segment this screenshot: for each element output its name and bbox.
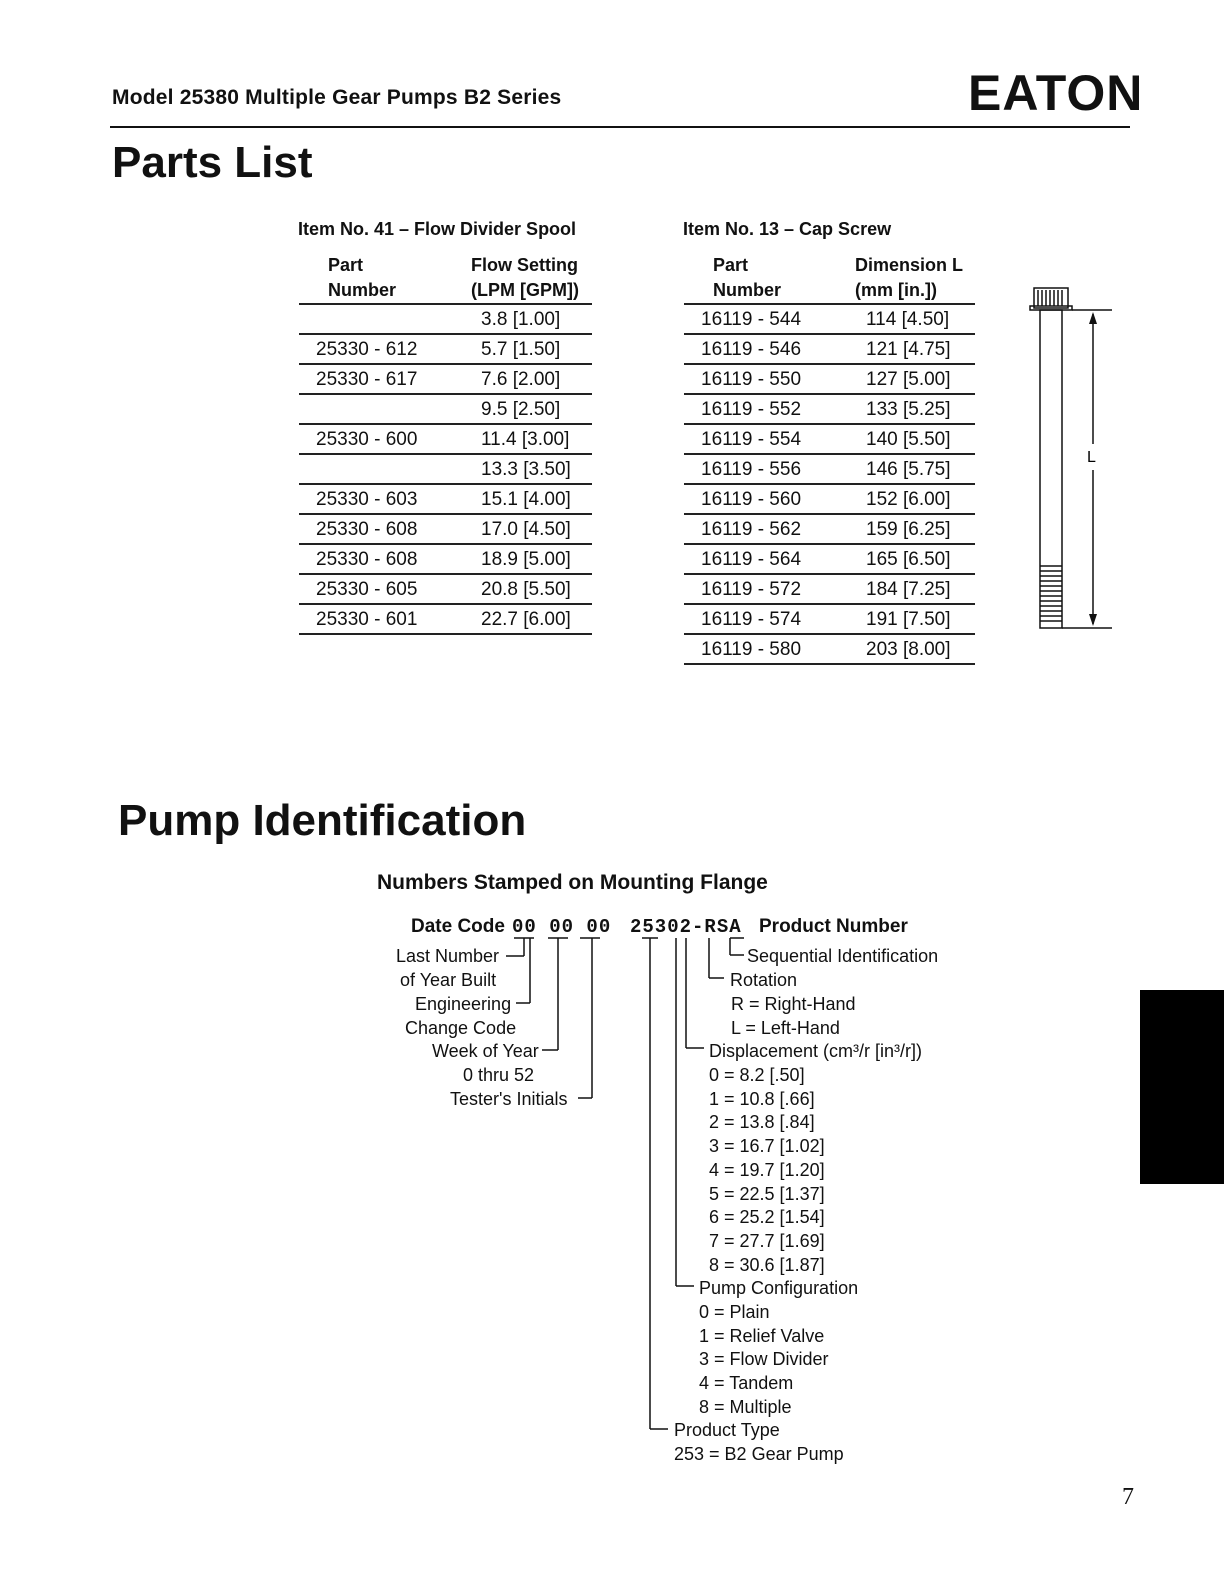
page-number: 7 xyxy=(1122,1484,1134,1510)
cap-screw-col2-header xyxy=(855,253,963,303)
part-number-cell: 25330 - 608 xyxy=(316,549,418,570)
table-row xyxy=(684,455,975,485)
option-item: 8 = 30.6 [1.87] xyxy=(709,1254,825,1275)
value-cell: 159 [6.25] xyxy=(866,519,951,540)
option-item: 6 = 25.2 [1.54] xyxy=(709,1207,825,1228)
part-number-cell: 25330 - 605 xyxy=(316,579,418,600)
col-header-line: Number xyxy=(328,280,397,300)
screw-threads xyxy=(1040,566,1062,621)
option-item: 8 = Multiple xyxy=(699,1396,792,1417)
value-cell: 3.8 [1.00] xyxy=(481,309,561,330)
value-cell: 133 [5.25] xyxy=(866,399,951,420)
value-cell: 17.0 [4.50] xyxy=(481,519,571,540)
value-cell: 184 [7.25] xyxy=(866,579,951,600)
last-number-label: Last Number xyxy=(396,946,500,966)
part-number-cell: 25330 - 601 xyxy=(316,609,418,630)
rotation-label: Rotation xyxy=(730,970,798,990)
value-cell: 18.9 [5.00] xyxy=(481,549,571,570)
table-row xyxy=(684,395,975,425)
col-header-line: Dimension L xyxy=(855,255,964,275)
option-item: 3 = Flow Divider xyxy=(699,1349,829,1370)
table-row xyxy=(684,605,975,635)
option-item: 1 = Relief Valve xyxy=(699,1325,825,1346)
part-number-cell: 16119 - 564 xyxy=(701,549,802,570)
part-number-cell: 16119 - 562 xyxy=(701,519,802,540)
pump-configuration-label: Pump Configuration xyxy=(699,1278,859,1298)
table-row xyxy=(299,575,592,605)
table-row xyxy=(299,305,592,335)
value-cell: 146 [5.75] xyxy=(866,459,951,480)
option-item: 4 = Tandem xyxy=(699,1373,794,1394)
option-item: 2 = 13.8 [.84] xyxy=(709,1112,815,1133)
date-code-value: 00 00 00 xyxy=(512,916,612,938)
table-row xyxy=(299,515,592,545)
date-code-label: Date Code xyxy=(411,916,505,937)
value-cell: 152 [6.00] xyxy=(866,489,951,510)
value-cell: 13.3 [3.50] xyxy=(481,459,571,480)
table-row xyxy=(299,485,592,515)
sequential-id-label: Sequential Identification xyxy=(747,946,939,966)
value-cell: 114 [4.50] xyxy=(866,309,950,330)
col-header-line: Number xyxy=(713,280,782,300)
table-row xyxy=(299,395,592,425)
option-item: 0 = 8.2 [.50] xyxy=(709,1065,805,1085)
value-cell: 7.6 [2.00] xyxy=(481,369,561,390)
table-row xyxy=(684,305,975,335)
table-row xyxy=(299,455,592,485)
part-number-cell: 25330 - 600 xyxy=(316,429,418,450)
table-row xyxy=(684,575,975,605)
cap-screw-col1-header xyxy=(713,253,781,303)
part-number-cell: 16119 - 560 xyxy=(701,489,802,510)
part-number-cell: 16119 - 550 xyxy=(701,369,802,390)
part-number-cell: 16119 - 546 xyxy=(701,339,802,360)
part-number-cell: 16119 - 544 xyxy=(701,309,802,330)
value-cell: 22.7 [6.00] xyxy=(481,609,571,630)
table-row xyxy=(684,365,975,395)
cap-screw-drawing xyxy=(1026,284,1136,634)
table-row xyxy=(299,545,592,575)
mounting-flange-subtitle: Numbers Stamped on Mounting Flange xyxy=(377,871,768,894)
engineering-label: Engineering xyxy=(415,994,512,1014)
part-number-cell: 16119 - 574 xyxy=(701,609,802,630)
part-number-cell: 16119 - 572 xyxy=(701,579,802,600)
cap-screw-caption: Item No. 13 – Cap Screw xyxy=(683,219,892,239)
part-number-cell: 16119 - 556 xyxy=(701,459,802,480)
part-number-cell: 25330 - 608 xyxy=(316,519,418,540)
flow-divider-caption: Item No. 41 – Flow Divider Spool xyxy=(298,219,577,239)
table-row xyxy=(684,425,975,455)
value-cell: 15.1 [4.00] xyxy=(481,489,571,510)
value-cell: 140 [5.50] xyxy=(866,429,951,450)
col-header-line: (mm [in.]) xyxy=(855,280,937,300)
flow-divider-col2-header xyxy=(471,253,579,303)
part-number-cell: 16119 - 580 xyxy=(701,639,802,660)
value-cell: 11.4 [3.00] xyxy=(481,429,570,450)
displacement-label: Displacement (cm³/r [in³/r]) xyxy=(709,1041,923,1061)
option-item: 4 = 19.7 [1.20] xyxy=(709,1159,825,1180)
value-cell: 165 [6.50] xyxy=(866,549,951,570)
col-header-line: Part xyxy=(713,255,749,275)
parts-list-heading: Parts List xyxy=(112,138,313,187)
flow-divider-table xyxy=(299,303,592,635)
eaton-logo: EATON xyxy=(968,65,1144,121)
option-item: L = Left-Hand xyxy=(731,1017,840,1038)
part-number-cell: 16119 - 554 xyxy=(701,429,802,450)
option-item: 5 = 22.5 [1.37] xyxy=(709,1183,825,1204)
value-cell: 191 [7.50] xyxy=(866,609,951,630)
part-number-cell: 16119 - 552 xyxy=(701,399,802,420)
pump-identification-heading: Pump Identification xyxy=(118,796,527,845)
table-row xyxy=(299,425,592,455)
option-item: 1 = 10.8 [.66] xyxy=(709,1088,815,1109)
document-header-title: Model 25380 Multiple Gear Pumps B2 Series xyxy=(112,86,562,109)
value-cell: 9.5 [2.50] xyxy=(481,399,561,420)
section-tab-marker xyxy=(1140,990,1224,1184)
part-number-cell: 25330 - 612 xyxy=(316,339,418,360)
col-header-line: Part xyxy=(328,255,364,275)
table-row xyxy=(684,485,975,515)
change-code-label: Change Code xyxy=(405,1018,517,1038)
option-item: 7 = 27.7 [1.69] xyxy=(709,1230,825,1251)
product-type-value: 253 = B2 Gear Pump xyxy=(674,1444,844,1464)
table-row xyxy=(684,335,975,365)
value-cell: 20.8 [5.50] xyxy=(481,579,571,600)
flow-divider-col1-header xyxy=(328,253,396,303)
value-cell: 5.7 [1.50] xyxy=(481,339,561,360)
option-item: 3 = 16.7 [1.02] xyxy=(709,1136,825,1157)
col-header-line: (LPM [GPM]) xyxy=(471,280,579,300)
table-row xyxy=(684,515,975,545)
value-cell: 203 [8.00] xyxy=(866,639,951,660)
part-number-cell: 25330 - 603 xyxy=(316,489,418,510)
year-built-label: of Year Built xyxy=(400,970,497,990)
product-number-label: Product Number xyxy=(759,916,908,937)
cap-screw-table xyxy=(684,303,975,665)
testers-initials-label: Tester's Initials xyxy=(450,1089,568,1109)
table-row xyxy=(684,545,975,575)
value-cell: 121 [4.75] xyxy=(866,339,951,360)
header-rule xyxy=(110,126,1130,128)
screw-head xyxy=(1034,288,1068,308)
table-row xyxy=(684,635,975,665)
value-cell: 127 [5.00] xyxy=(866,369,951,390)
table-row xyxy=(299,605,592,635)
dimension-l-label: L xyxy=(1087,449,1096,466)
col-header-line: Flow Setting xyxy=(471,255,578,275)
week-range-label: 0 thru 52 xyxy=(463,1065,535,1085)
part-number-cell: 25330 - 617 xyxy=(316,369,418,390)
product-number-value: 25302-RSA xyxy=(630,916,742,938)
product-type-label: Product Type xyxy=(674,1420,780,1440)
option-item: R = Right-Hand xyxy=(731,994,856,1014)
table-row xyxy=(299,335,592,365)
option-item: 0 = Plain xyxy=(699,1302,770,1322)
week-of-year-label: Week of Year xyxy=(432,1041,539,1061)
table-row xyxy=(299,365,592,395)
